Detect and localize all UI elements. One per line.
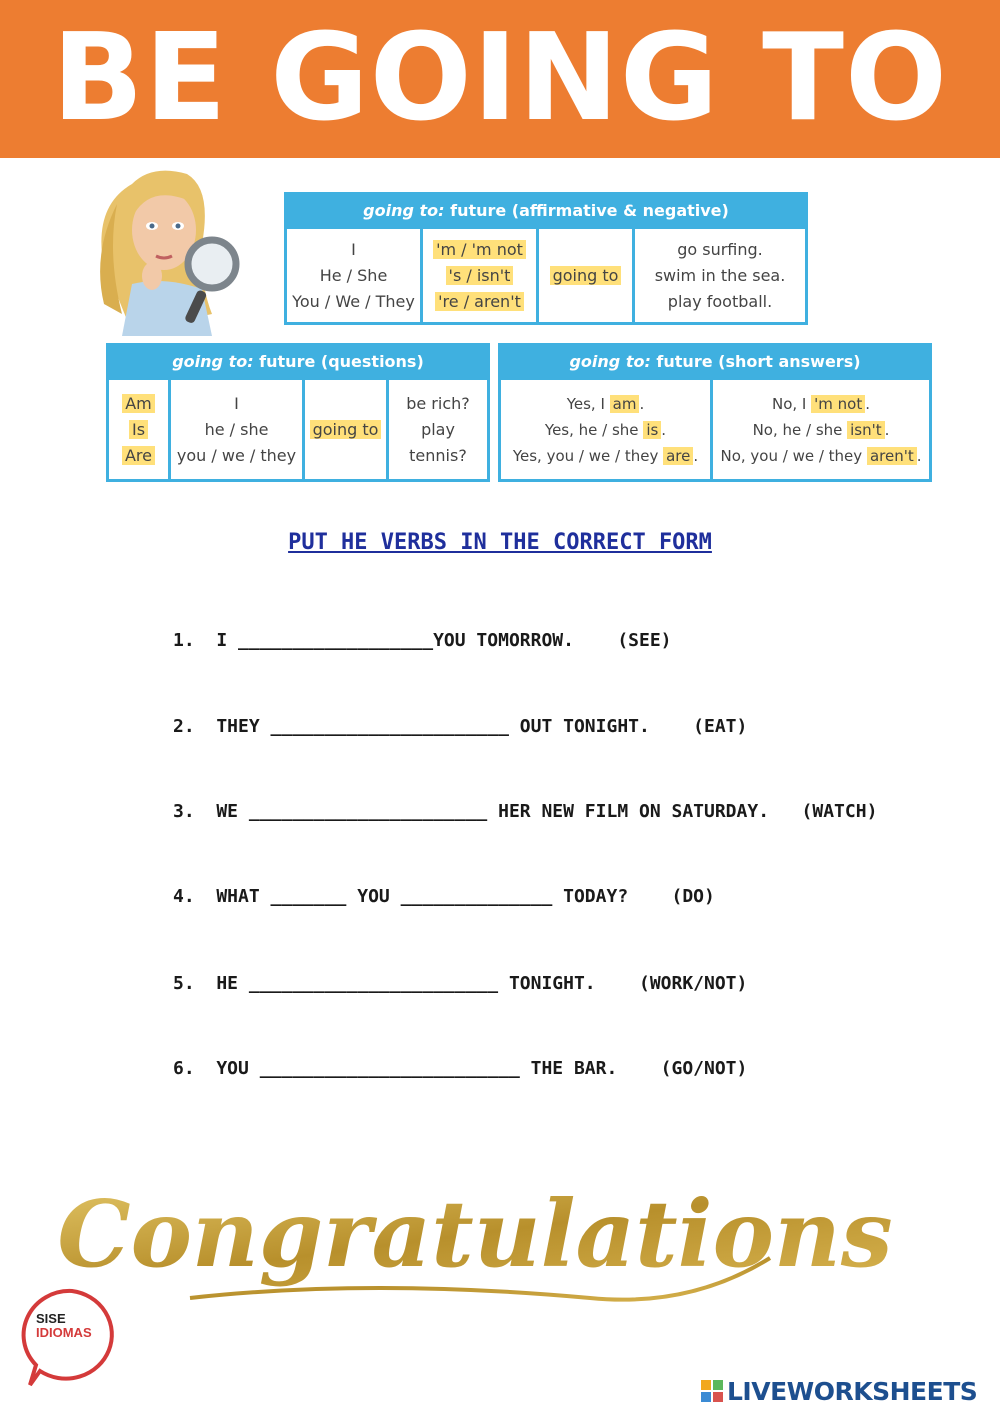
liveworksheets-brand — [700, 1377, 977, 1405]
examples-cell: go surfing. swim in the sea. play football. — [634, 228, 807, 324]
yes-answers-cell: Yes, I am . Yes, he / she is . Yes, you / we / they are . — [500, 379, 712, 481]
svg-text:Congratulations: Congratulations — [57, 1180, 893, 1288]
aux-cell: Am Is Are — [108, 379, 170, 481]
title-banner — [0, 0, 1000, 158]
exercise-instruction: PUT HE VERBS IN THE CORRECT FORM — [288, 530, 712, 555]
page-title: BE GOING TO — [52, 9, 948, 148]
going-to-cell: going to — [538, 228, 634, 324]
affirmative-table-title: going to: future (affirmative & negative) — [286, 194, 807, 228]
no-answers-cell: No, I 'm not . No, he / she isn't . No, you / we / they aren't . — [712, 379, 931, 481]
exercise-item-3: 3. WE ______________________ HER NEW FILM ON SATURDAY. (WATCH) — [173, 801, 878, 822]
short-answers-table — [498, 343, 932, 482]
exercise-item-1: 1. I __________________YOU TOMORROW. (SEE) — [173, 630, 672, 651]
sise-idiomas-logo — [16, 1285, 128, 1389]
question-going-to-cell: going to — [304, 379, 388, 481]
svg-text:SISE: SISE — [36, 1311, 66, 1326]
exercise-item-5: 5. HE _______________________ TONIGHT. (WORK/NOT) — [173, 973, 748, 994]
avatar-with-magnifier-icon — [92, 164, 252, 336]
short-answers-table-title: going to: future (short answers) — [500, 345, 931, 379]
subjects-cell: I He / She You / We / They — [286, 228, 422, 324]
affirmative-negative-table — [284, 192, 808, 325]
liveworksheets-icon — [700, 1379, 724, 1403]
exercise-item-6: 6. YOU ________________________ THE BAR. (GO/NOT) — [173, 1058, 748, 1079]
questions-table — [106, 343, 490, 482]
congratulations-lettering — [57, 1148, 893, 1328]
exercise-item-2: 2. THEY ______________________ OUT TONIGHT. (EAT) — [173, 716, 748, 737]
liveworksheets-text: LIVEWORKSHEETS — [727, 1376, 978, 1406]
exercise-item-4: 4. WHAT _______ YOU ______________ TODAY? (DO) — [173, 886, 715, 907]
svg-text:IDIOMAS: IDIOMAS — [36, 1325, 92, 1340]
questions-table-title: going to: future (questions) — [108, 345, 489, 379]
question-examples-cell: be rich? play tennis? — [388, 379, 489, 481]
verb-forms-cell: 'm / 'm not 's / isn't 're / aren't — [422, 228, 538, 324]
question-subjects-cell: I he / she you / we / they — [170, 379, 304, 481]
